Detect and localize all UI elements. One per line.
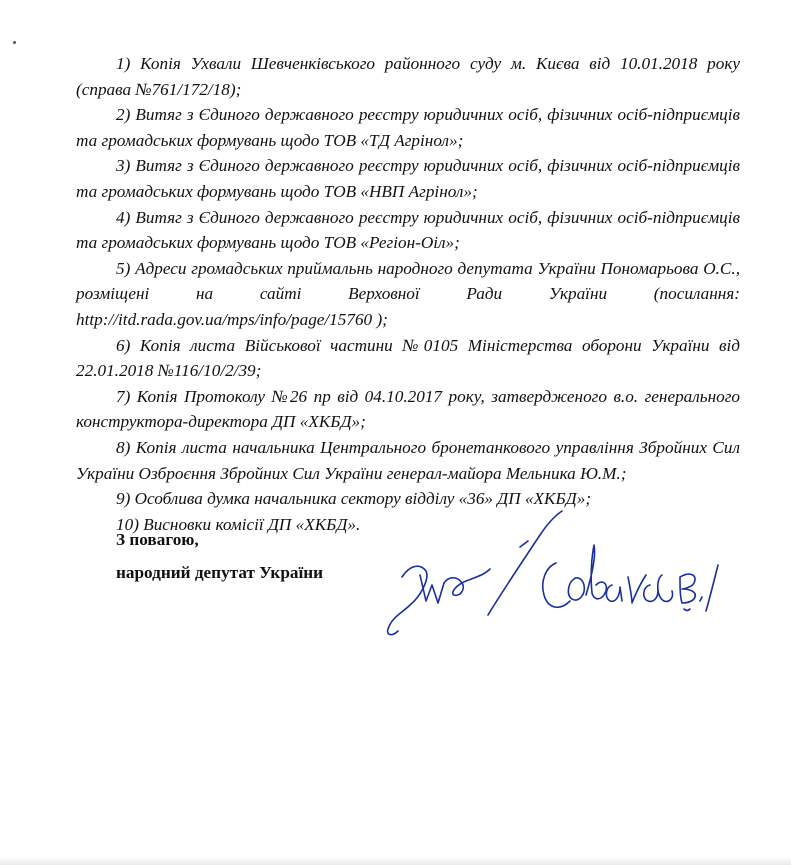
list-item: 9) Особлива думка начальника сектору відділу «36» ДП «ХКБД»;: [116, 489, 592, 509]
list-item: 1) Копія Ухвали Шевченківського районного суду м. Києва від 10.01.2018 року (справа №761/172/18);: [76, 54, 740, 99]
scan-speck: [13, 41, 16, 44]
list-item: 6) Копія листа Військової частини №0105 Міністерства оборони України від 22.01.2018 №116/10/2/39;: [76, 335, 740, 381]
handwritten-signature: [380, 505, 740, 655]
list-item: 2) Витяг з Єдиного державного реєстру юридичних осіб, фізичних осіб-підприємців та громадських формувань щодо ТОВ «ТД Агрінол»;: [76, 105, 740, 150]
list-item: 10) Висновки комісії ДП «ХКБД».: [116, 514, 361, 534]
list-item: 3) Витяг з Єдиного державного реєстру юридичних осіб, фізичних осіб-підприємців та громадських формувань щодо ТОВ «НВП Агрінол»;: [76, 156, 740, 201]
list-item: 5) Адреси громадських приймальнь народного депутата України Пономарьова О.С., розміщені на сайті Верховної Ради України (посилання: http://itd.rada.gov.ua/mps/info/page/15760 );: [76, 258, 740, 329]
closing-greeting: З повагою,: [116, 530, 199, 549]
signer-title: народний депутат України: [116, 563, 324, 582]
list-item: 8) Копія листа начальника Центрального бронетанкового управління Збройних Сил України Озброєння Збройних Сил України генерал-майора Мельника Ю.М.;: [76, 437, 740, 483]
scan-bottom-edge: [0, 857, 791, 865]
list-item: 4) Витяг з Єдиного державного реєстру юридичних осіб, фізичних осіб-підприємців та громадських формувань щодо ТОВ «Регіон-Оіл»;: [76, 207, 740, 253]
list-item: 7) Копія Протоколу №26 пр від 04.10.2017 року, затвердженого в.о. генерального конструктора-директора ДП «ХКБД»;: [76, 386, 740, 432]
attachments-list: [76, 51, 740, 537]
